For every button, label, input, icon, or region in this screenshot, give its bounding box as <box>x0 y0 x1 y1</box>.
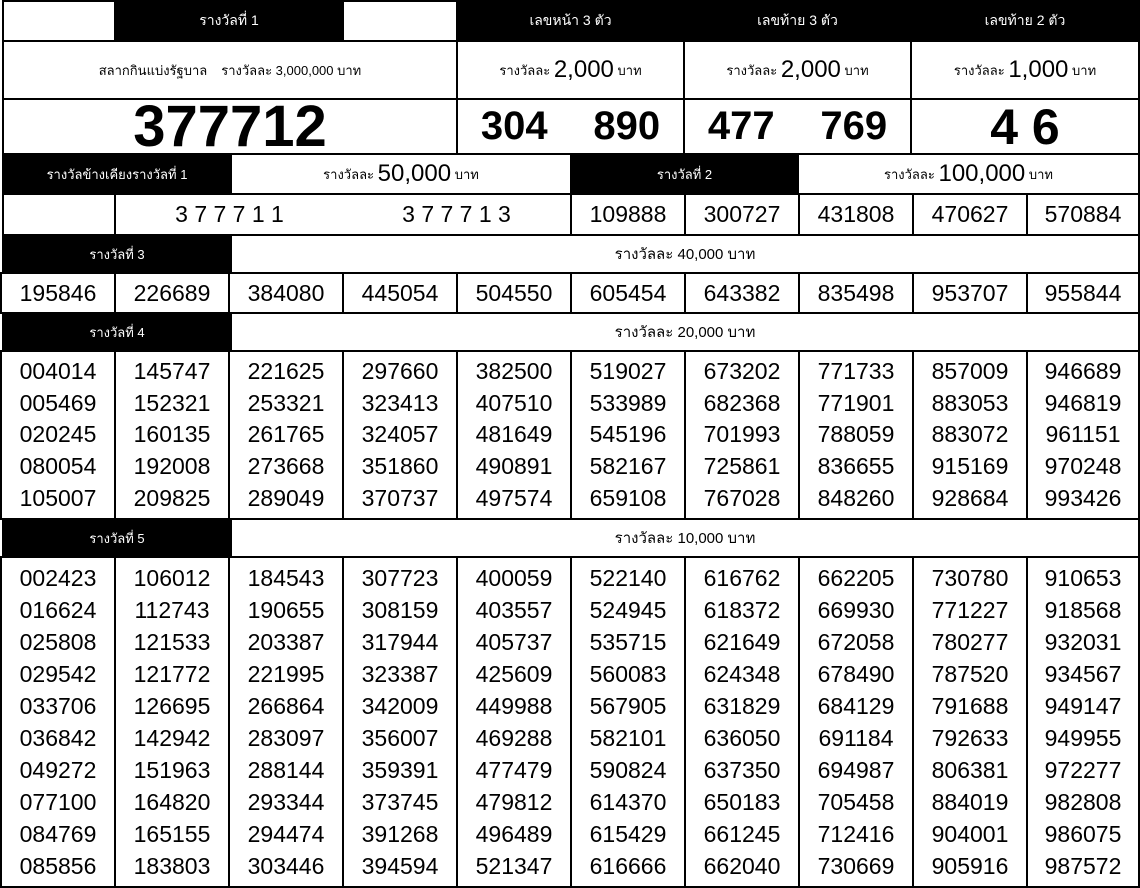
third-prize-number: 195846 <box>0 272 116 314</box>
fifth-prize-number: 283097 <box>247 724 325 751</box>
fourth-prize-number: 370737 <box>361 484 439 511</box>
fourth-prize-number: 209825 <box>133 484 211 511</box>
fifth-prize-number: 293344 <box>247 788 325 815</box>
fourth-prize-number: 407510 <box>475 389 553 416</box>
fifth-prize-number: 307723 <box>361 564 439 591</box>
near-first-number-2: 3 7 7 7 1 3 <box>402 201 511 227</box>
last2-amount-prefix: รางวัลละ <box>953 62 1005 78</box>
fourth-prize-number: 289049 <box>247 484 325 511</box>
fourth-prize-number: 323413 <box>361 389 439 416</box>
fourth-prize-column <box>570 350 686 520</box>
fifth-prize-number: 904001 <box>931 820 1009 847</box>
fifth-prize-number: 016624 <box>19 596 97 623</box>
fifth-prize-number: 391268 <box>361 820 439 847</box>
third-prize-label: รางวัลที่ 3 <box>2 234 232 274</box>
fifth-prize-number: 203387 <box>247 628 325 655</box>
fifth-prize-number: 691184 <box>818 724 894 751</box>
fifth-prize-number: 303446 <box>247 852 325 879</box>
last2-amount-suffix: บาท <box>1072 62 1097 78</box>
first-prize-note-right: รางวัลละ 3,000,000 บาท <box>221 62 362 78</box>
fourth-prize-number: 192008 <box>133 453 211 480</box>
fifth-prize-number: 112743 <box>134 596 210 623</box>
fifth-prize-number: 521347 <box>475 852 553 879</box>
fourth-prize-number: 004014 <box>19 358 97 385</box>
fifth-prize-number: 359391 <box>361 756 439 783</box>
near-first-number-1: 3 7 7 7 1 1 <box>175 201 284 227</box>
fifth-prize-number: 624348 <box>703 660 781 687</box>
fifth-prize-number: 288144 <box>247 756 325 783</box>
second-prize-label: รางวัลที่ 2 <box>570 153 799 195</box>
fifth-prize-column <box>228 556 344 888</box>
fifth-prize-number: 085856 <box>19 852 97 879</box>
fifth-prize-label: รางวัลที่ 5 <box>2 518 232 558</box>
fifth-prize-number: 560083 <box>589 660 667 687</box>
fifth-prize-amount: รางวัลละ 10,000 บาท <box>230 518 1140 558</box>
last3-amount-suffix: บาท <box>844 62 869 78</box>
fifth-prize-number: 615429 <box>589 820 667 847</box>
fifth-prize-number: 678490 <box>817 660 895 687</box>
fifth-prize-number: 183803 <box>133 852 211 879</box>
fifth-prize-number: 164820 <box>133 788 211 815</box>
second-prize-number: 109888 <box>570 193 686 236</box>
fifth-prize-number: 636050 <box>703 724 781 751</box>
third-prize-number: 955844 <box>1026 272 1140 314</box>
second-prize-number: 570884 <box>1026 193 1140 236</box>
third-prize-number: 384080 <box>228 272 344 314</box>
fourth-prize-number: 883072 <box>931 421 1009 448</box>
first-prize-number: 377712 <box>2 98 458 155</box>
third-prize-number: 226689 <box>114 272 230 314</box>
fourth-prize-number: 324057 <box>361 421 439 448</box>
fourth-prize-number: 993426 <box>1044 484 1122 511</box>
fourth-prize-column <box>228 350 344 520</box>
fifth-prize-number: 712416 <box>817 820 895 847</box>
second-amount-prefix: รางวัลละ <box>884 166 935 182</box>
fourth-prize-number: 351860 <box>361 453 439 480</box>
fifth-prize-number: 142942 <box>133 724 211 751</box>
fourth-prize-number: 928684 <box>931 484 1009 511</box>
fifth-prize-number: 730669 <box>817 852 895 879</box>
fifth-prize-number: 077100 <box>19 788 97 815</box>
fifth-prize-number: 121533 <box>133 628 211 655</box>
third-prize-number: 605454 <box>570 272 686 314</box>
front3-numbers <box>456 98 685 155</box>
fourth-prize-number: 152321 <box>133 389 211 416</box>
fifth-prize-number: 884019 <box>931 788 1009 815</box>
fourth-prize-number: 961151 <box>1045 421 1121 448</box>
fourth-prize-number: 273668 <box>247 453 325 480</box>
fifth-prize-number: 621649 <box>703 628 781 655</box>
fifth-prize-number: 705458 <box>817 788 895 815</box>
fifth-prize-number: 449988 <box>475 692 553 719</box>
fifth-prize-number: 323387 <box>361 660 439 687</box>
fifth-prize-column <box>342 556 458 888</box>
fifth-prize-number: 780277 <box>931 628 1009 655</box>
fifth-prize-number: 084769 <box>19 820 97 847</box>
fifth-prize-number: 905916 <box>931 852 1009 879</box>
fourth-prize-number: 261765 <box>247 421 325 448</box>
fifth-prize-number: 029542 <box>19 660 97 687</box>
fourth-prize-number: 005469 <box>19 389 97 416</box>
fourth-prize-column <box>456 350 572 520</box>
fourth-prize-number: 253321 <box>247 389 325 416</box>
fifth-prize-number: 932031 <box>1044 628 1122 655</box>
fourth-prize-number: 970248 <box>1044 453 1122 480</box>
front3-amount-value: 2,000 <box>553 56 614 83</box>
fourth-prize-number: 481649 <box>475 421 553 448</box>
fifth-prize-number: 730780 <box>931 564 1009 591</box>
fourth-prize-number: 582167 <box>589 453 667 480</box>
fourth-prize-number: 297660 <box>361 358 439 385</box>
fifth-prize-column <box>0 556 116 888</box>
fourth-prize-number: 682368 <box>703 389 781 416</box>
fifth-prize-column <box>1026 556 1140 888</box>
fourth-prize-number: 382500 <box>475 358 553 385</box>
fifth-prize-number: 394594 <box>361 852 439 879</box>
fourth-prize-number: 659108 <box>589 484 667 511</box>
fifth-prize-number: 910653 <box>1044 564 1122 591</box>
fifth-prize-number: 036842 <box>19 724 97 751</box>
third-prize-number: 953707 <box>912 272 1028 314</box>
fifth-prize-number: 308159 <box>361 596 439 623</box>
near-first-blank <box>2 193 116 236</box>
fifth-prize-column <box>684 556 800 888</box>
fourth-prize-number: 771901 <box>817 389 895 416</box>
front3-label: เลขหน้า 3 ตัว <box>456 0 685 42</box>
last3-amount <box>683 40 912 100</box>
fifth-prize-number: 317944 <box>361 628 439 655</box>
fifth-prize-number: 582101 <box>589 724 667 751</box>
front3-amount-prefix: รางวัลละ <box>499 62 551 78</box>
fifth-prize-number: 982808 <box>1044 788 1122 815</box>
fifth-prize-number: 694987 <box>817 756 895 783</box>
fourth-prize-number: 725861 <box>703 453 781 480</box>
fifth-prize-number: 918568 <box>1044 596 1122 623</box>
fourth-prize-number: 020245 <box>19 421 97 448</box>
near-first-amount-prefix: รางวัลละ <box>323 166 375 182</box>
fifth-prize-number: 934567 <box>1044 660 1122 687</box>
fourth-prize-number: 915169 <box>931 453 1009 480</box>
fourth-prize-number: 848260 <box>817 484 895 511</box>
fifth-prize-number: 184543 <box>247 564 325 591</box>
fifth-prize-number: 469288 <box>475 724 553 751</box>
second-prize-number: 470627 <box>912 193 1028 236</box>
front3-amount-suffix: บาท <box>617 62 642 78</box>
fifth-prize-number: 126695 <box>133 692 211 719</box>
fifth-prize-number: 479812 <box>475 788 553 815</box>
fifth-prize-number: 121772 <box>133 660 211 687</box>
fifth-prize-number: 425609 <box>475 660 553 687</box>
fifth-prize-number: 342009 <box>361 692 439 719</box>
fourth-prize-column <box>342 350 458 520</box>
fifth-prize-number: 637350 <box>703 756 781 783</box>
fourth-prize-number: 490891 <box>475 453 553 480</box>
near-first-numbers <box>114 193 572 236</box>
front3-number-2: 890 <box>593 104 661 148</box>
fifth-prize-number: 672058 <box>817 628 895 655</box>
fourth-prize-column <box>0 350 116 520</box>
last3-number-2: 769 <box>820 104 888 148</box>
fourth-prize-number: 883053 <box>931 389 1009 416</box>
fifth-prize-number: 190655 <box>247 596 325 623</box>
fourth-prize-number: 701993 <box>703 421 781 448</box>
second-prize-number: 431808 <box>798 193 914 236</box>
fifth-prize-number: 684129 <box>817 692 895 719</box>
last3-number-1: 477 <box>707 104 775 148</box>
fifth-prize-column <box>114 556 230 888</box>
fifth-prize-number: 294474 <box>247 820 325 847</box>
fifth-prize-column <box>798 556 914 888</box>
fifth-prize-number: 567905 <box>589 692 667 719</box>
blank-header-right <box>342 0 458 42</box>
second-amount-value: 100,000 <box>938 160 1026 187</box>
fifth-prize-number: 771227 <box>931 596 1009 623</box>
fifth-prize-number: 616762 <box>703 564 781 591</box>
fourth-prize-number: 673202 <box>703 358 781 385</box>
second-amount-suffix: บาท <box>1028 166 1053 182</box>
fifth-prize-number: 650183 <box>703 788 781 815</box>
fifth-prize-number: 477479 <box>475 756 553 783</box>
third-prize-number: 504550 <box>456 272 572 314</box>
fourth-prize-number: 145747 <box>133 358 211 385</box>
fifth-prize-number: 631829 <box>703 692 781 719</box>
fifth-prize-number: 405737 <box>475 628 553 655</box>
fifth-prize-number: 662205 <box>817 564 895 591</box>
fifth-prize-column <box>912 556 1028 888</box>
fourth-prize-number: 533989 <box>589 389 667 416</box>
fourth-prize-number: 771733 <box>817 358 895 385</box>
third-prize-number: 445054 <box>342 272 458 314</box>
fifth-prize-number: 618372 <box>703 596 781 623</box>
fifth-prize-number: 787520 <box>931 660 1009 687</box>
third-prize-amount: รางวัลละ 40,000 บาท <box>230 234 1140 274</box>
last2-amount-value: 1,000 <box>1008 56 1069 83</box>
fourth-prize-number: 160135 <box>133 421 211 448</box>
fifth-prize-number: 669930 <box>817 596 895 623</box>
fifth-prize-number: 033706 <box>19 692 97 719</box>
fifth-prize-number: 356007 <box>361 724 439 751</box>
fifth-prize-number: 151963 <box>133 756 211 783</box>
fourth-prize-column <box>1026 350 1140 520</box>
fifth-prize-number: 002423 <box>19 564 97 591</box>
fourth-prize-label: รางวัลที่ 4 <box>2 312 232 352</box>
fifth-prize-number: 165155 <box>133 820 211 847</box>
fifth-prize-number: 496489 <box>475 820 553 847</box>
fifth-prize-number: 806381 <box>931 756 1009 783</box>
last3-amount-prefix: รางวัลละ <box>726 62 778 78</box>
near-first-amount-value: 50,000 <box>377 160 452 187</box>
front3-amount <box>456 40 685 100</box>
fifth-prize-number: 221995 <box>247 660 325 687</box>
fourth-prize-column <box>114 350 230 520</box>
near-first-amount-suffix: บาท <box>454 166 479 182</box>
fourth-prize-number: 545196 <box>589 421 667 448</box>
third-prize-number: 835498 <box>798 272 914 314</box>
fifth-prize-number: 614370 <box>589 788 667 815</box>
fourth-prize-number: 946689 <box>1044 358 1122 385</box>
last2-amount <box>910 40 1140 100</box>
fourth-prize-amount: รางวัลละ 20,000 บาท <box>230 312 1140 352</box>
fifth-prize-number: 106012 <box>133 564 211 591</box>
last2-number: 4 6 <box>910 98 1140 155</box>
third-prize-number: 643382 <box>684 272 800 314</box>
fifth-prize-number: 616666 <box>589 852 667 879</box>
last3-label: เลขท้าย 3 ตัว <box>683 0 912 42</box>
fifth-prize-number: 590824 <box>589 756 667 783</box>
fifth-prize-number: 986075 <box>1044 820 1122 847</box>
front3-number-1: 304 <box>480 104 548 148</box>
fourth-prize-number: 519027 <box>589 358 667 385</box>
last3-amount-value: 2,000 <box>780 56 841 83</box>
fourth-prize-number: 497574 <box>475 484 553 511</box>
fourth-prize-number: 221625 <box>247 358 325 385</box>
fifth-prize-number: 266864 <box>247 692 325 719</box>
fourth-prize-number: 857009 <box>931 358 1009 385</box>
fifth-prize-number: 049272 <box>19 756 97 783</box>
fifth-prize-number: 524945 <box>589 596 667 623</box>
first-prize-amount <box>2 40 458 100</box>
second-prize-number: 300727 <box>684 193 800 236</box>
fourth-prize-number: 105007 <box>19 484 97 511</box>
fifth-prize-number: 949955 <box>1044 724 1122 751</box>
last2-label: เลขท้าย 2 ตัว <box>910 0 1140 42</box>
fourth-prize-number: 946819 <box>1044 389 1122 416</box>
last3-numbers <box>683 98 912 155</box>
fourth-prize-number: 767028 <box>703 484 781 511</box>
fifth-prize-number: 661245 <box>703 820 781 847</box>
fourth-prize-column <box>798 350 914 520</box>
fifth-prize-number: 522140 <box>589 564 667 591</box>
first-prize-label: รางวัลที่ 1 <box>114 0 344 42</box>
fifth-prize-number: 025808 <box>19 628 97 655</box>
fifth-prize-number: 400059 <box>475 564 553 591</box>
fifth-prize-column <box>570 556 686 888</box>
fourth-prize-column <box>912 350 1028 520</box>
fifth-prize-number: 403557 <box>475 596 553 623</box>
fifth-prize-number: 949147 <box>1044 692 1122 719</box>
fifth-prize-number: 373745 <box>361 788 439 815</box>
fifth-prize-number: 972277 <box>1044 756 1122 783</box>
fifth-prize-number: 987572 <box>1044 852 1122 879</box>
blank-header-left <box>2 0 116 42</box>
near-first-label: รางวัลข้างเคียงรางวัลที่ 1 <box>2 153 232 195</box>
fifth-prize-number: 535715 <box>589 628 667 655</box>
fifth-prize-number: 792633 <box>931 724 1009 751</box>
fourth-prize-number: 836655 <box>817 453 895 480</box>
fourth-prize-column <box>684 350 800 520</box>
second-prize-amount <box>797 153 1140 195</box>
near-first-amount <box>230 153 572 195</box>
fifth-prize-column <box>456 556 572 888</box>
first-prize-note-left: สลากกินแบ่งรัฐบาล <box>98 62 208 78</box>
fourth-prize-number: 788059 <box>817 421 895 448</box>
fourth-prize-number: 080054 <box>19 453 97 480</box>
fifth-prize-number: 662040 <box>703 852 781 879</box>
fifth-prize-number: 791688 <box>931 692 1009 719</box>
